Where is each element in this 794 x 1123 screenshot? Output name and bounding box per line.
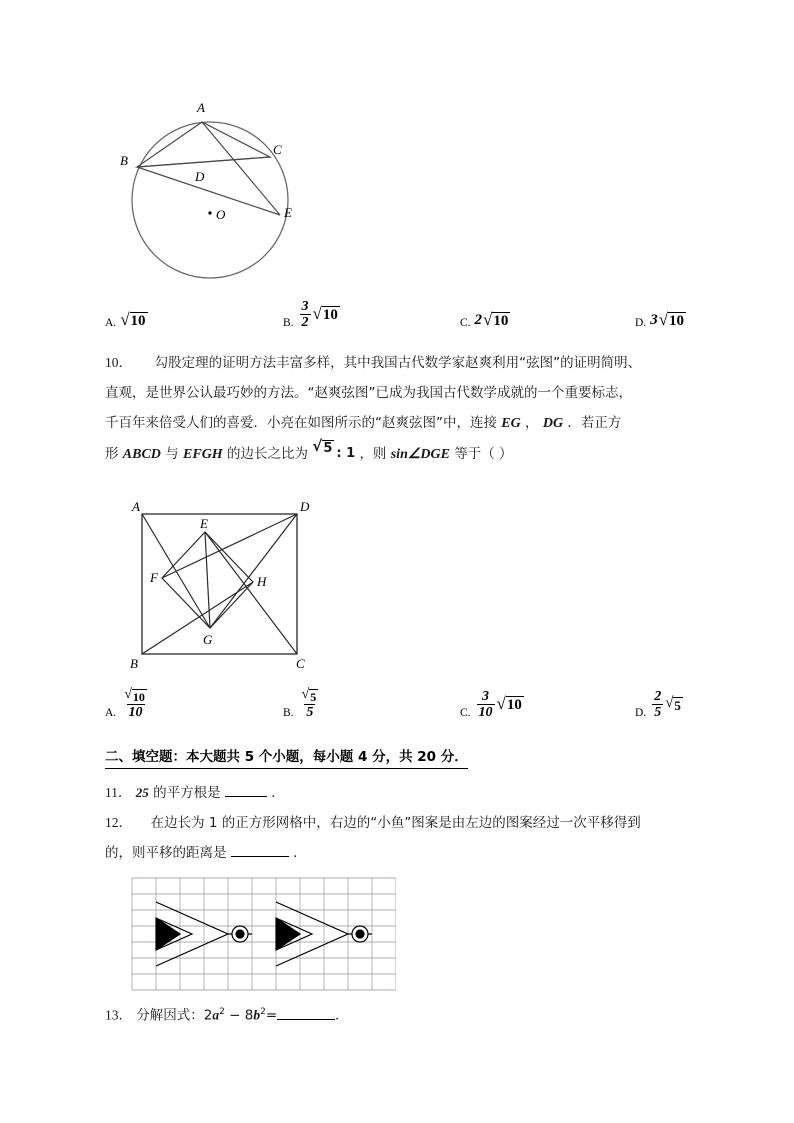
label-O: O — [216, 207, 226, 222]
question10-block — [105, 348, 685, 470]
q13-number: 13． — [105, 1007, 132, 1023]
q10-seg-DG: DG — [542, 416, 564, 431]
q10-line3-a: 千百年来倍受人们的喜爱．小亮在如图所示的“赵爽弦图”中，连接 — [105, 415, 497, 431]
option-c-value: $\frac{3}{10}$ √ 10 — [478, 688, 522, 720]
label-A: A — [197, 100, 205, 115]
label-E: E — [284, 205, 292, 220]
q10-line2: 直观，是世界公认最巧妙的方法。“赵爽弦图”已成为我国古代数学成就的一个重要标志， — [105, 385, 632, 401]
label-B: B — [130, 656, 138, 671]
figure-fish — [128, 874, 396, 999]
option-b-label: B. — [283, 317, 294, 329]
label-A: A — [132, 500, 140, 514]
question12-block — [105, 808, 690, 868]
option-a[interactable] — [105, 311, 148, 330]
q11-line — [105, 778, 685, 808]
q10-line4 — [105, 439, 685, 470]
option-a-label: A. — [105, 317, 117, 329]
q10-line1-text: 勾股定理的证明方法丰富多样，其中我国古代数学家赵爽利用“弦图”的证明简明、 — [154, 355, 642, 371]
q12-line1-text: 在边长为 1 的正方形网格中，右边的“小鱼”图案是由左边的图案经过一次平移得到 — [150, 815, 641, 831]
option-b-value: √ 5 5 — [301, 687, 317, 720]
q10-square-EFGH: EFGH — [183, 447, 223, 462]
option-a-label: A. — [105, 707, 117, 719]
option-a-value: √ 10 — [120, 310, 146, 330]
q12-line2 — [105, 838, 690, 868]
question10-options — [105, 680, 705, 720]
option-b-label: B. — [283, 707, 294, 719]
q10-number: 10． — [105, 355, 132, 370]
xiantu-diagram-svg — [120, 500, 340, 675]
q13-text: 分解因式：2 — [136, 1007, 213, 1024]
q12-period: ． — [293, 845, 307, 861]
q13-var-b: b — [253, 1007, 261, 1023]
q10-line4-b: 与 — [165, 446, 179, 462]
option-b-value: $\frac{3}{2}$ √ 10 — [301, 298, 338, 330]
label-D: D — [195, 169, 205, 184]
option-b[interactable] — [283, 299, 340, 330]
label-E: E — [200, 516, 208, 531]
option-d[interactable] — [635, 311, 686, 330]
q13-line — [105, 997, 685, 1031]
option-a-value: √ 10 10 — [124, 687, 145, 720]
q10-line4-a: 形 — [105, 446, 119, 462]
q11-answer-blank[interactable] — [225, 784, 267, 797]
fish-grid-svg — [128, 874, 396, 994]
label-C: C — [273, 142, 282, 157]
q10-line3-comma: ， — [525, 415, 539, 431]
q11-text: 的平方根是 — [153, 785, 221, 801]
question13-block — [105, 997, 685, 1031]
option-d-label: D. — [635, 317, 647, 329]
q13-period: ． — [335, 1007, 349, 1024]
q10-line4-d: ，则 — [359, 446, 387, 462]
option-c[interactable] — [460, 311, 510, 330]
option-d-value: 3 √ 10 — [650, 310, 685, 330]
q10-ratio: √ 5 : 1 — [312, 437, 356, 461]
figure-circle — [110, 95, 330, 295]
label-G: G — [203, 632, 213, 647]
q13-sup-1: 2 — [219, 1007, 225, 1017]
q13-equals: = — [265, 1007, 278, 1024]
option-b[interactable] — [283, 687, 322, 720]
q11-number: 11． — [105, 785, 132, 800]
label-D: D — [300, 500, 310, 514]
option-c-value: 2 √ 10 — [474, 310, 509, 330]
option-d-label: D. — [635, 707, 647, 719]
q11-period: ． — [271, 785, 285, 801]
q12-number: 12． — [105, 815, 132, 830]
q10-line4-e: 等于（ ） — [454, 446, 513, 462]
figure-xiantu — [120, 500, 340, 680]
q13-answer-blank[interactable] — [277, 1007, 335, 1020]
option-a[interactable] — [105, 687, 151, 720]
question9-options — [105, 290, 705, 330]
section-2-title: 二、填空题：本大题共 5 个小题，每小题 4 分，共 20 分． — [105, 745, 468, 769]
q11-value: 25 — [135, 785, 149, 800]
option-c-label: C. — [460, 707, 471, 719]
question11-block — [105, 778, 685, 808]
option-d[interactable] — [635, 689, 683, 720]
label-H: H — [257, 574, 267, 589]
q12-line1 — [105, 808, 690, 838]
q10-line1 — [105, 348, 685, 378]
q10-square-ABCD: ABCD — [122, 447, 161, 462]
q10-seg-EG: EG — [501, 416, 521, 431]
q10-expression: sin∠DGE — [390, 447, 450, 462]
circle-diagram-svg — [110, 95, 330, 290]
q13-var-a: a — [212, 1007, 220, 1023]
q10-line3-b: ．若正方 — [567, 415, 622, 431]
option-d-value: $\frac{2}{5}$ √ 5 — [654, 688, 681, 720]
q13-minus: − 8 — [229, 1007, 254, 1024]
q12-line2-text: 的，则平移的距离是 — [105, 845, 227, 861]
q10-line4-c: 的边长之比为 — [227, 446, 308, 462]
option-c-label: C. — [460, 317, 471, 329]
q10-line3 — [105, 408, 685, 439]
option-c[interactable] — [460, 689, 524, 720]
label-F: F — [150, 570, 158, 585]
q13-sup-2: 2 — [260, 1007, 266, 1017]
label-C: C — [296, 656, 305, 671]
q12-answer-blank[interactable] — [231, 844, 289, 857]
label-B: B — [120, 153, 128, 168]
section-2-heading — [105, 745, 468, 769]
